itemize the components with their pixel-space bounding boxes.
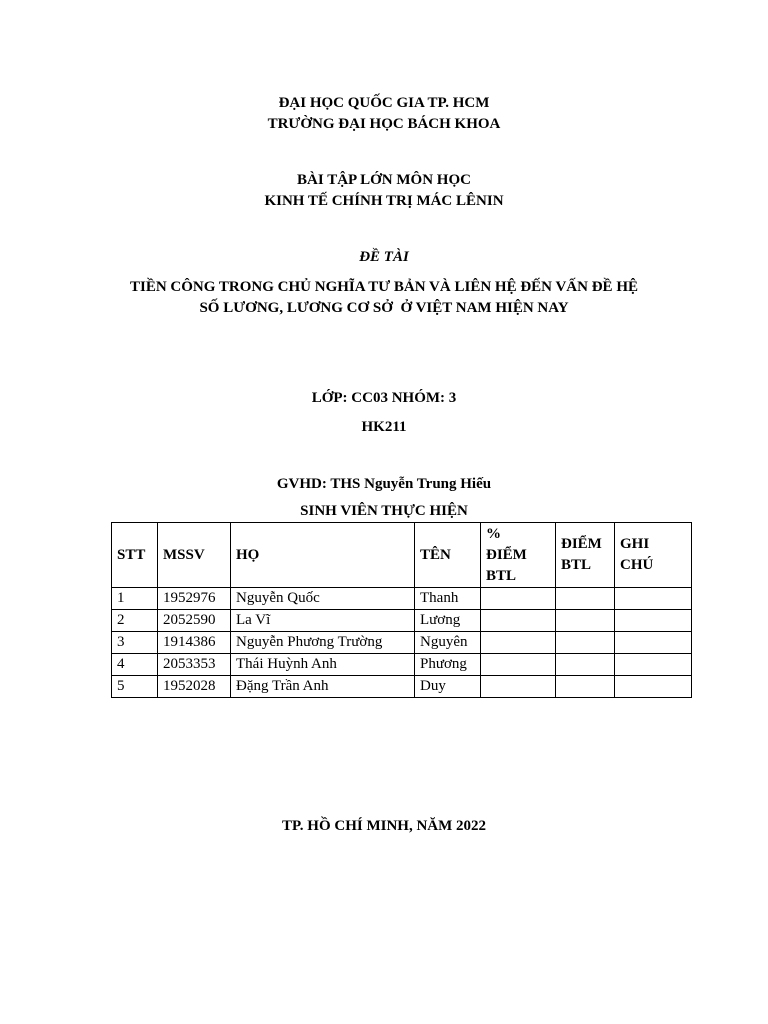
header-note-line1: GHI	[620, 536, 650, 552]
table-header-row	[112, 523, 692, 588]
cell-ten: Lương	[415, 610, 481, 632]
cell-score	[556, 610, 615, 632]
class-group: LỚP: CC03 NHÓM: 3	[311, 390, 457, 406]
cell-stt: 5	[112, 676, 158, 698]
cell-stt: 1	[112, 588, 158, 610]
cell-score	[556, 654, 615, 676]
header-percent-line2: ĐIỂM	[486, 547, 527, 563]
cell-score	[556, 588, 615, 610]
cell-ho: Nguyễn Quốc	[231, 588, 415, 610]
cell-ho: La Vĩ	[231, 610, 415, 632]
header-score-line1: ĐIỂM	[561, 536, 602, 552]
place-year: TP. HỒ CHÍ MINH, NĂM 2022	[281, 818, 487, 834]
cell-note	[615, 588, 692, 610]
cell-score	[556, 632, 615, 654]
cell-mssv: 2052590	[158, 610, 231, 632]
cell-score	[556, 676, 615, 698]
cell-stt: 2	[112, 610, 158, 632]
students-table	[111, 522, 692, 698]
cell-stt: 4	[112, 654, 158, 676]
header-mssv: MSSV	[158, 523, 231, 588]
cell-stt: 3	[112, 632, 158, 654]
cell-note	[615, 654, 692, 676]
header-note	[615, 523, 692, 588]
cell-ho: Đặng Trần Anh	[231, 676, 415, 698]
cell-ten: Phương	[415, 654, 481, 676]
header-score	[556, 523, 615, 588]
cell-ten: Duy	[415, 676, 481, 698]
cell-ten: Thanh	[415, 588, 481, 610]
university-name: ĐẠI HỌC QUỐC GIA TP. HCM	[278, 95, 490, 111]
topic-title-line1: TIỀN CÔNG TRONG CHỦ NGHĨA TƯ BẢN VÀ LIÊN HỆ ĐẾN VẤN ĐỀ HỆ	[129, 279, 638, 295]
header-percent-line3: BTL	[486, 568, 517, 584]
header-stt: STT	[112, 523, 158, 588]
header-percent-line1: %	[486, 526, 501, 542]
assignment-type: BÀI TẬP LỚN MÔN HỌC	[297, 172, 471, 188]
topic-label: ĐỀ TÀI	[359, 249, 409, 265]
cell-percent-score	[481, 654, 556, 676]
table-row	[112, 676, 692, 698]
cell-note	[615, 632, 692, 654]
table-row	[112, 654, 692, 676]
subject-name: KINH TẾ CHÍNH TRỊ MÁC LÊNIN	[264, 193, 504, 209]
cell-mssv: 1914386	[158, 632, 231, 654]
semester: HK211	[361, 419, 407, 435]
cell-percent-score	[481, 588, 556, 610]
header-score-line2: BTL	[561, 557, 592, 573]
header-ho: HỌ	[231, 523, 415, 588]
table-row	[112, 588, 692, 610]
table-row	[112, 632, 692, 654]
topic-title-line2: SỐ LƯƠNG, LƯƠNG CƠ SỞ Ở VIỆT NAM HIỆN NAY	[199, 300, 569, 316]
cell-note	[615, 676, 692, 698]
header-ten: TÊN	[415, 523, 481, 588]
cell-ho: Thái Huỳnh Anh	[231, 654, 415, 676]
cell-mssv: 1952976	[158, 588, 231, 610]
header-percent-score	[481, 523, 556, 588]
cell-mssv: 2053353	[158, 654, 231, 676]
cell-percent-score	[481, 632, 556, 654]
cell-percent-score	[481, 610, 556, 632]
school-name: TRƯỜNG ĐẠI HỌC BÁCH KHOA	[267, 116, 501, 132]
cell-note	[615, 610, 692, 632]
header-note-line2: CHÚ	[620, 557, 654, 573]
students-heading: SINH VIÊN THỰC HIỆN	[300, 503, 468, 519]
cell-ten: Nguyên	[415, 632, 481, 654]
table-row	[112, 610, 692, 632]
instructor: GVHD: THS Nguyễn Trung Hiếu	[276, 476, 492, 492]
cell-percent-score	[481, 676, 556, 698]
cell-mssv: 1952028	[158, 676, 231, 698]
cell-ho: Nguyễn Phương Trường	[231, 632, 415, 654]
